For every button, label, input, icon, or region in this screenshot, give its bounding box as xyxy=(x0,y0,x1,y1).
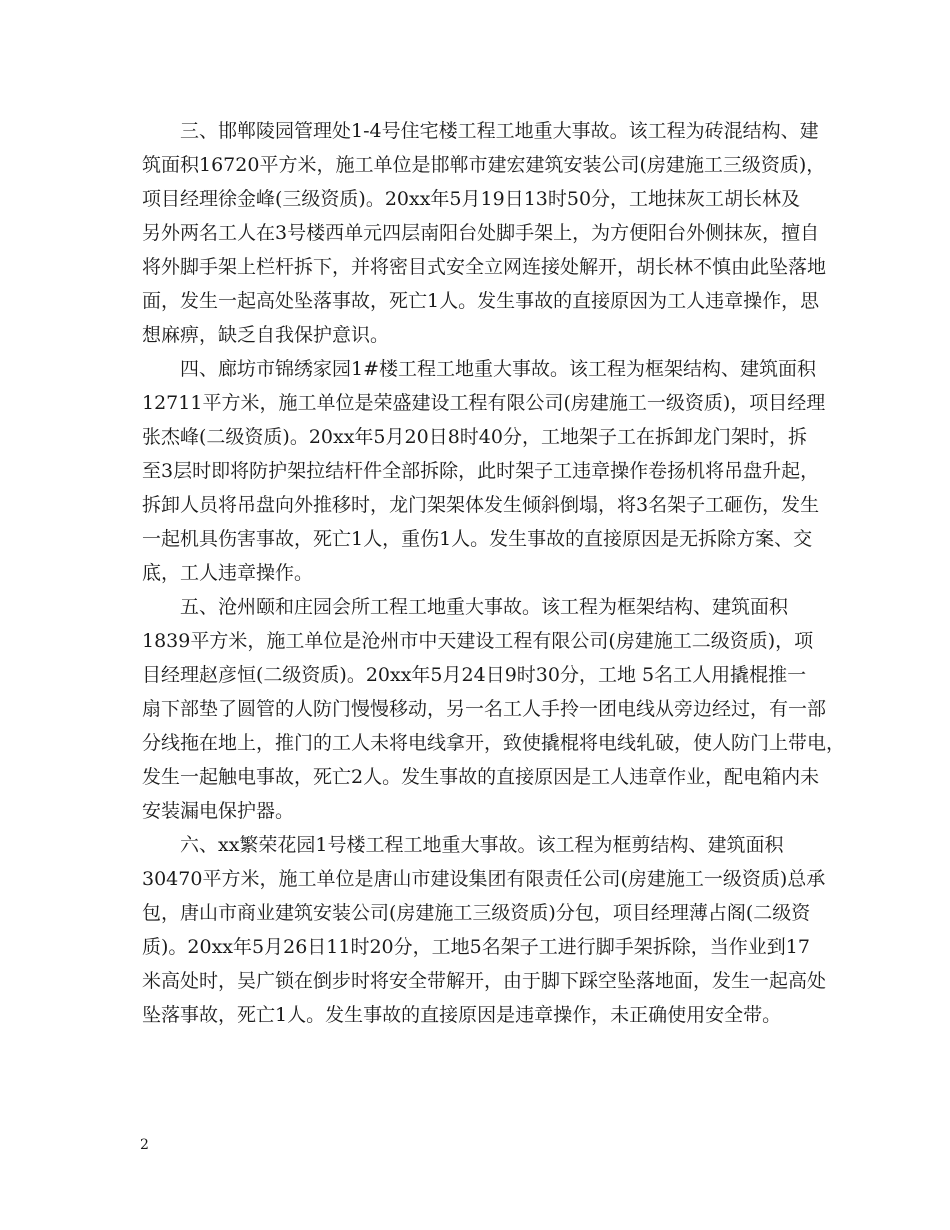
text-line: 坠落事故，死亡1人。发生事故的直接原因是违章操作，未正确使用安全带。 xyxy=(142,1004,782,1026)
text-line: 四、廊坊市锦绣家园1#楼工程工地重大事故。该工程为框架结构、建筑面积 xyxy=(180,358,817,380)
text-line: 张杰峰(二级资质)。20xx年5月20日8时40分，工地架子工在拆卸龙门架时，拆 xyxy=(142,426,807,448)
text-line: 筑面积16720平方米，施工单位是邯郸市建宏建筑安装公司(房建施工三级资质)， xyxy=(142,154,826,176)
text-line: 1839平方米，施工单位是沧州市中天建设工程有限公司(房建施工二级资质)，项 xyxy=(142,630,814,652)
paragraph-accident-6 xyxy=(142,828,827,1032)
text-line: 目经理赵彦恒(二级资质)。20xx年5月24日9时30分，工地 5名工人用撬棍推一 xyxy=(142,664,807,686)
text-line: 30470平方米，施工单位是唐山市建设集团有限责任公司(房建施工一级资质)总承 xyxy=(142,868,826,890)
text-line: 一起机具伤害事故，死亡1人，重伤1人。发生事故的直接原因是无拆除方案、交 xyxy=(142,528,813,550)
paragraph-accident-5 xyxy=(142,590,846,828)
text-line: 安装漏电保护器。 xyxy=(142,800,295,822)
paragraph-accident-3 xyxy=(142,114,827,352)
text-line: 将外脚手架上栏杆拆下，并将密目式安全立网连接处解开，胡长林不慎由此坠落地 xyxy=(142,256,827,278)
text-line: 想麻痹，缺乏自我保护意识。 xyxy=(142,324,390,346)
text-line: 质)。20xx年5月26日11时20分，工地5名架子工进行脚手架拆除，当作业到17 xyxy=(142,936,810,958)
text-line: 拆卸人员将吊盘向外推移时，龙门架架体发生倾斜倒塌，将3名架子工砸伤，发生 xyxy=(142,494,820,516)
page-number: 2 xyxy=(140,1137,149,1153)
text-line: 面，发生一起高处坠落事故，死亡1人。发生事故的直接原因为工人违章操作，思 xyxy=(142,290,820,312)
text-line: 12711平方米，施工单位是荣盛建设工程有限公司(房建施工一级资质)，项目经理 xyxy=(142,392,826,414)
text-line: 分线拖在地上，推门的工人未将电线拿开，致使撬棍将电线轧破，使人防门上带电， xyxy=(142,732,846,754)
text-line: 三、邯郸陵园管理处1-4号住宅楼工程工地重大事故。该工程为砖混结构、建 xyxy=(180,120,819,142)
text-line: 另外两名工人在3号楼西单元四层南阳台处脚手架上，为方便阳台外侧抹灰，擅自 xyxy=(142,222,820,244)
text-line: 底，工人违章操作。 xyxy=(142,562,314,584)
text-line: 扇下部垫了圆管的人防门慢慢移动，另一名工人手拎一团电线从旁边经过，有一部 xyxy=(142,698,827,720)
paragraph-accident-4 xyxy=(142,352,826,590)
text-line: 项目经理徐金峰(三级资质)。20xx年5月19日13时50分，工地抹灰工胡长林及 xyxy=(142,188,801,210)
text-line: 包，唐山市商业建筑安装公司(房建施工三级资质)分包，项目经理薄占阁(二级资 xyxy=(142,902,811,924)
text-line: 五、沧州颐和庄园会所工程工地重大事故。该工程为框架结构、建筑面积 xyxy=(180,596,789,618)
text-line: 至3层时即将防护架拉结杆件全部拆除，此时架子工违章操作卷扬机将吊盘升起， xyxy=(142,460,820,482)
text-line: 六、xx繁荣花园1号楼工程工地重大事故。该工程为框剪结构、建筑面积 xyxy=(180,834,784,856)
text-line: 发生一起触电事故，死亡2人。发生事故的直接原因是工人违章作业，配电箱内未 xyxy=(142,766,820,788)
text-line: 米高处时，吴广锁在倒步时将安全带解开，由于脚下踩空坠落地面，发生一起高处 xyxy=(142,970,827,992)
document-body xyxy=(142,114,846,1032)
